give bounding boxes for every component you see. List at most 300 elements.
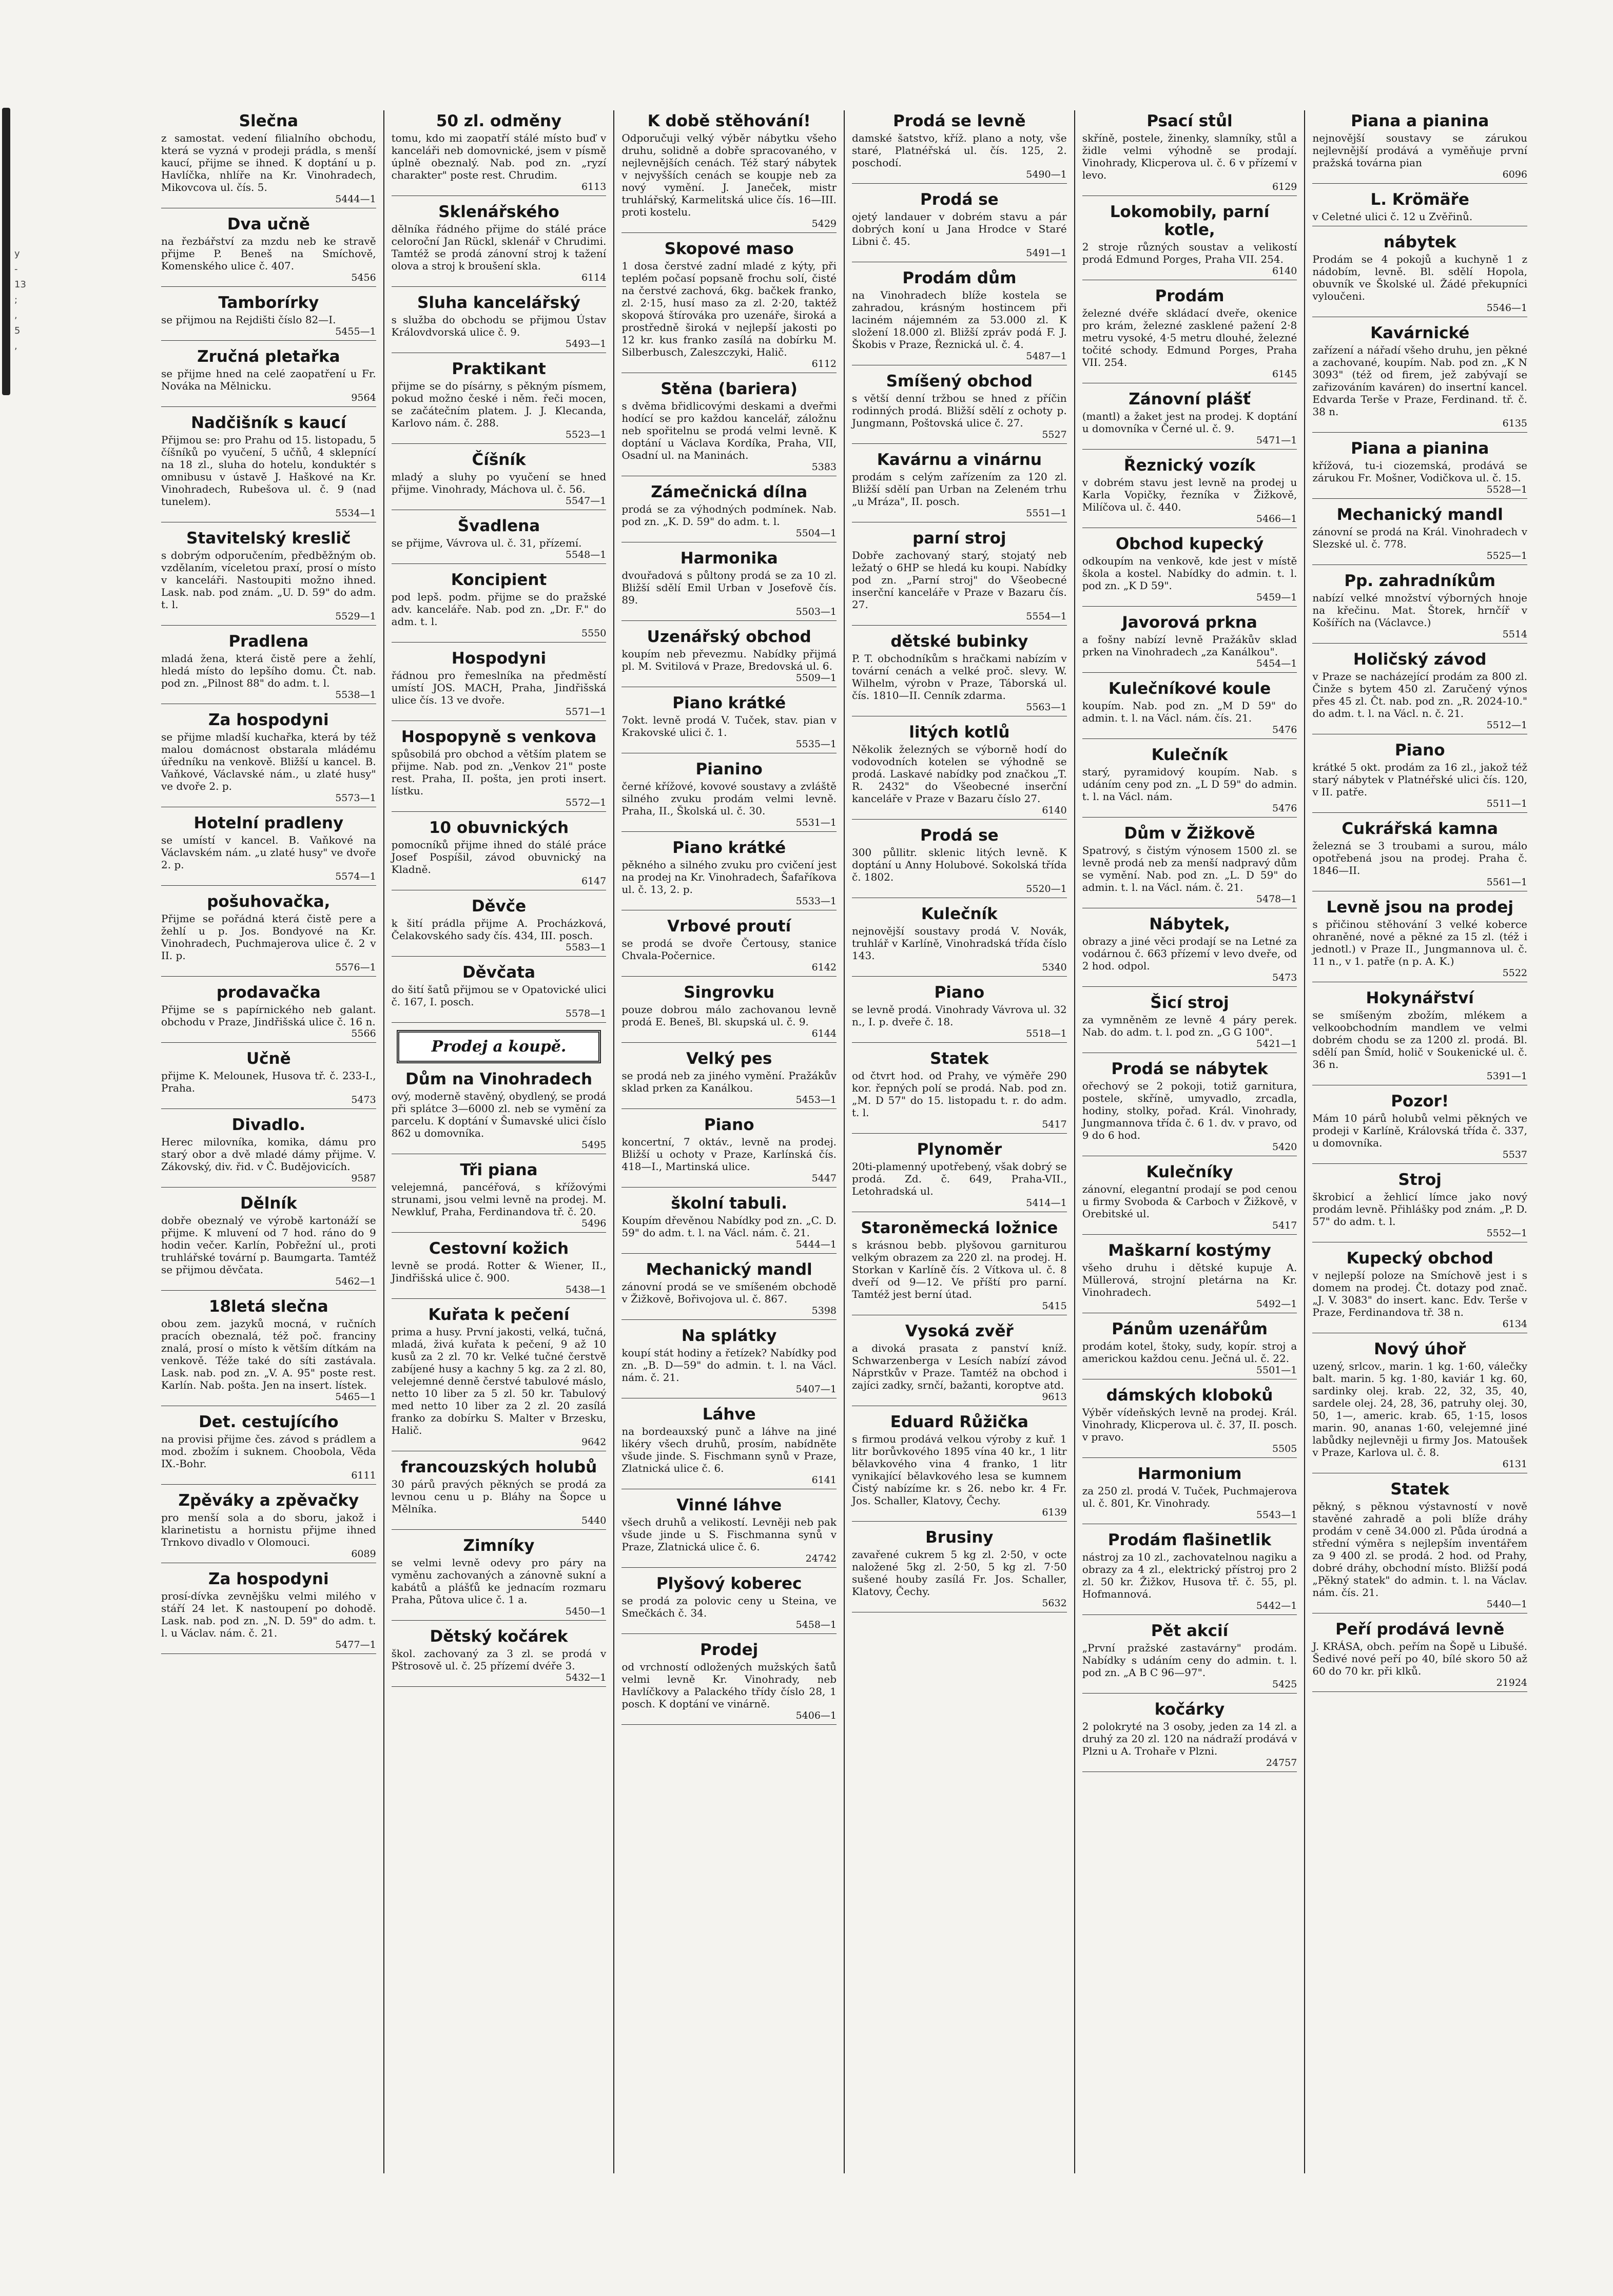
ad-heading: Piano krátké (672, 694, 786, 712)
ad-code: 6142 (811, 962, 837, 973)
ad-heading: Zánovní plášť (1129, 390, 1251, 408)
ad-code: 5415 (1042, 1300, 1067, 1312)
ad-code: 5383 (811, 461, 837, 473)
ad-text: koupím. Nab. pod zn. „M D 59" do admin. t. l. na Václ. nám. čís. 21. (1082, 699, 1297, 724)
ad-heading: Dětský kočárek (430, 1627, 568, 1646)
ad-code: 21924 (1496, 1677, 1528, 1688)
ad-text: nástroj za 10 zl., zachovatelnou nagiku a obrazy za 4 zl., elektrický přístroj pro 2 zl. 50 kr. Žižkov, Husova tř. č. 55, pl. Hofmannová. (1082, 1551, 1297, 1600)
ad-text: zánovní se prodá na Král. Vinohradech v Slezské ul. č. 778. (1312, 526, 1528, 550)
ad-text: pěkného a silného zvuku pro cvičení jest na prodej na Kr. Vinohradech, Šafaříkova ul. č. 13, 2. p. (621, 859, 837, 896)
ad-code: 5511—1 (1486, 798, 1528, 809)
ad-text: pouze dobrou málo zachovanou levně prodá E. Beneš, Bl. skupská ul. č. 9. (621, 1003, 837, 1028)
column-6 (1304, 110, 1534, 2173)
ad-heading: Sluha kancelářský (417, 294, 580, 312)
ad-code: 5447 (811, 1173, 837, 1184)
classified-ad (161, 1116, 376, 1188)
ad-heading: Koncipient (451, 571, 547, 589)
ad-heading: pošuhovačka, (207, 892, 331, 911)
ad-code: 5546—1 (1486, 302, 1528, 314)
classified-ad (1082, 1387, 1297, 1458)
ad-heading: Šicí stroj (1150, 994, 1229, 1012)
ad-code: 6134 (1502, 1318, 1528, 1330)
ad-heading: Plyšový koberec (656, 1574, 802, 1593)
classified-ad (621, 1116, 837, 1188)
ad-text: Prodám se 4 pokojů a kuchyně 1 z nádobím, levně. Bl. sdělí Hopola, obuvník ve Školské ul. Žádé překupníci vyloučeni. (1312, 253, 1528, 302)
ad-heading: Kuřata k pečení (428, 1306, 570, 1324)
ad-heading: Det. cestujícího (199, 1413, 339, 1431)
classified-ad (392, 571, 607, 643)
ad-code: 5501—1 (1256, 1365, 1297, 1376)
classified-ad (392, 1537, 607, 1621)
ad-text: do šití šatů přijmou se v Opatovické ulici č. 167, I. posch. (391, 983, 607, 1008)
ad-text: s firmou prodává velkou výroby z kuř. 1 litr borůvkového 1895 vína 40 kr., 1 litr bělavkového vina 4 franko, 1 litr vynikající bělavkového lesa se kumnem Čistý nabízíme kr. s 26. nebo kr. 4 Fr. Jos. Schaller, Klatovy, Čechy. (852, 1433, 1067, 1507)
ad-heading: Slečna (239, 112, 298, 130)
ad-heading: Nadčišník s kaucí (191, 414, 346, 432)
ad-text: J. KRÁSA, obch. peřím na Šopě u Libušé. Šedivé nové peří po 40, bílé skoro 50 až 60 do 70 kr. při klků. (1312, 1640, 1528, 1677)
ad-text: pěkný, s pěknou výstavností v nově stavěné zahradě a poli blíže dráhy prodám v ceně 34.000 zl. Půda úrodná a střední výměra s nejlepším inventářem za 9 400 zl. se prodá. 2 hod. od Prahy, dobré dráhy, obchodní místo. Bližší podá „Pěkný statek" do admin. t. l. na Václav. nám. čís. 21. (1312, 1500, 1528, 1599)
ad-text: a fošny nabízí levně Pražákův sklad prken na Vinohradech „za Kanálkou". (1082, 633, 1297, 658)
classified-ad (1312, 820, 1527, 891)
edge-marks: y - 13 ; , 5 , (14, 248, 26, 352)
ad-code: 6129 (1272, 181, 1297, 192)
classified-ad (852, 827, 1067, 898)
classified-ad (1312, 324, 1527, 433)
ad-heading: Maškarní kostýmy (1108, 1241, 1271, 1260)
ad-text: v Celetné ulici č. 12 u Zvěřinů. (1312, 210, 1473, 223)
ad-text: křížová, tu-i ciozemská, prodává se zárukou Fr. Mošner, Vodičkova ul. č. 15. (1312, 459, 1528, 484)
classified-ad (621, 694, 837, 753)
ad-code: 5476 (1272, 724, 1297, 735)
ad-heading: Prodá se (920, 826, 999, 845)
ad-text: prosí-dívka zevnějšku velmi milého v stáří 24 let. K nastoupení po dohodě. Lask. nab. pod zn. „N. D. 59" do adm. t. l. u Václav. nám. č. 21. (161, 1590, 376, 1639)
ad-heading: Dům v Žižkově (1124, 824, 1255, 843)
classified-ad (621, 483, 837, 542)
ad-code: 5632 (1042, 1598, 1067, 1609)
classified-ad (1082, 1531, 1297, 1615)
ad-heading: prodavačka (216, 983, 321, 1002)
ad-text: v Praze se nacházející prodám za 800 zl. Činže s bytem 450 zl. Zaručený výnos přes 45 zl. Čt. nab. pod zn. „R. 2024-10." do adm. t. l. na Václ. n. č. 21. (1312, 670, 1528, 719)
ad-text: velejemná, pancéřová, s křížovými strunami, jsou velmi levně na prodej. M. Newkluf, Praha, Ferdinandova tř. č. 20. (391, 1181, 607, 1218)
classified-ad (161, 1570, 376, 1654)
ad-code: 9564 (351, 392, 376, 403)
ad-heading: Hospopyně s venkova (401, 728, 597, 746)
classified-ad (161, 984, 376, 1043)
ad-heading: Prodám dům (902, 269, 1017, 287)
ad-heading: Dům na Vinohradech (405, 1070, 593, 1088)
classified-ad (1082, 614, 1297, 673)
classified-ad (392, 203, 607, 287)
ad-heading: Zpěváky a zpěvačky (178, 1491, 359, 1510)
classified-ad (1312, 1621, 1527, 1692)
ad-text: řádnou pro řemeslníka na předměstí umístí JOS. MACH, Praha, Jindřišská ulice čís. 13 ve dvoře. (391, 669, 607, 706)
classified-ad (621, 550, 837, 621)
classified-ad (852, 373, 1067, 444)
ad-heading: Kavárnické (1370, 324, 1470, 342)
ad-code: 5535—1 (795, 738, 837, 750)
ad-heading: Stěna (bariera) (660, 380, 798, 398)
classified-ad (161, 348, 376, 407)
ad-text: s větší denní tržbou se hned z příčin rodinných prodá. Bližší sdělí z ochoty p. Jungmann, Poštovská ulice č. 27. (852, 392, 1067, 429)
classified-ad (161, 414, 376, 522)
ad-text: damské šatstvo, kříž. plano a noty, vše staré, Platnéřská ul. čís. 125, 2. poschodí. (852, 132, 1067, 169)
ad-text: skříně, postele, žinenky, slamníky, stůl a židle velmi výhodně se prodají. Vinohrady, Klicperova ul. č. 6 v přízemí v levo. (1082, 132, 1297, 181)
ad-text: tomu, kdo mi zaopatří stálé místo buď v kanceláři neb domovnické, jsem v písmě úplně obeznalý. Nab. pod zn. „ryzí charakter" poste rest. Chrudim. (391, 132, 607, 181)
ad-text: se umístí v kancel. B. Vaňkové na Václavském nám. „u zlaté husy" ve dvoře 2. p. (161, 834, 376, 871)
ad-code: 6111 (351, 1470, 376, 1481)
classified-ad (392, 1458, 607, 1530)
ad-heading: Hotelní pradleny (193, 814, 344, 832)
classified-ad (1312, 742, 1527, 813)
ad-heading: Statek (1390, 1480, 1449, 1499)
classified-ad (852, 724, 1067, 820)
classified-ad (621, 1406, 837, 1489)
ad-text: se přijmou na Rejdišti číslo 82—I. (161, 314, 336, 326)
ad-heading: parní stroj (912, 529, 1006, 548)
classified-ad (161, 112, 376, 208)
ad-code: 5496 (581, 1218, 607, 1229)
ad-code: 5417 (1042, 1119, 1067, 1130)
ad-heading: Piano (704, 1116, 754, 1134)
classified-ad (1082, 1163, 1297, 1235)
ad-text: Odporučuji velký výběr nábytku všeho druhu, solidně a dobře spracovaného, v nejlevnějších cenách. Též starý nábytek v nejvyšších cenách se koupje neb za nový vymění. J. Janeček, mistr truhlářský, Karmelitská ulice čís. 16—III. proti kostelu. (621, 132, 837, 218)
ad-text: uzený, srlcov., marin. 1 kg. 1·60, válečky balt. marin. 5 kg. 1·80, kaviár 1 kg. 60, sardinky olej. krab. 22, 32, 35, 40, sardele olej. 24, 28, 36, patruhy olej. 30, 50, 1—, americ. krab. 65, 1·15, losos marin. 90, ananas 1·60, velejemné jiné labůdky nejlevněji u firmy Jos. Matoušek v Praze, Karlova ul. č. 8. (1312, 1360, 1528, 1458)
ad-text: v dobrém stavu jest levně na prodej u Karla Vopičky, řezníka v Žižkově, Milíčova ul. č. 440. (1082, 476, 1297, 513)
ad-heading: Uzenářský obchod (647, 628, 811, 646)
ad-code: 5340 (1042, 962, 1067, 973)
ad-heading: Dva učně (227, 215, 310, 234)
ad-text: se smíšeným zbožím, mlékem a velkoobchodním mandlem ve velmi dobrém chodu se za 1200 zl. prodá. Bl. sdělí pan Šmíd, holič v Soukenické ul. č. 36 n. (1312, 1009, 1528, 1071)
classified-ad (161, 814, 376, 886)
ad-code: 5552—1 (1486, 1228, 1528, 1239)
ad-text: s krásnou bebb. plyšovou garniturou velkým obrazem za 220 zl. na prodej. H. Storkan v Karlíně čís. 2 Vítkova ul. č. 8 dveří od 9—12. Ve příští pro parní. Tamtéž jest berní útad. (852, 1239, 1067, 1300)
classified-ad (621, 761, 837, 832)
classified-ad (392, 294, 607, 353)
ad-heading: Brusiny (925, 1528, 994, 1547)
ad-code: 5491—1 (1026, 247, 1067, 259)
classified-ad (621, 1641, 837, 1725)
classified-ad (392, 898, 607, 957)
classified-ad (161, 633, 376, 704)
ad-text: na bordeauxský punč a láhve na jiné likéry všech druhů, prosím, nabídněte všude jinde. S. Fischmann synů v Praze, Zlatnická ulice č. 6. (621, 1425, 837, 1474)
ad-text: zánovní prodá se ve smíšeném obchodě v Žižkově, Bořivojova ul. č. 867. (621, 1280, 837, 1305)
ad-code: 5414—1 (1026, 1197, 1067, 1209)
ad-heading: Pradlena (228, 632, 309, 651)
classified-ad (161, 294, 376, 341)
classified-ad (392, 451, 607, 510)
ad-text: nejnovější soustavy prodá V. Novák, truhlář v Karlíně, Vinohradská třída číslo 143. (852, 925, 1067, 962)
ad-heading: nábytek (1383, 233, 1456, 251)
ad-code: 5477—1 (335, 1639, 376, 1650)
classified-ad (621, 839, 837, 910)
ad-text: koupím neb převezmu. Nabídky přijmá pl. M. Svitilová v Praze, Bredovská ul. 6. (621, 648, 837, 672)
ad-heading: Hokynářství (1366, 989, 1474, 1007)
ad-code: 5547—1 (565, 495, 607, 507)
ad-heading: Tři piana (460, 1161, 538, 1179)
ad-code: 5525—1 (1486, 550, 1528, 561)
ad-heading: Harmonium (1137, 1465, 1242, 1483)
ad-code: 5471—1 (1256, 435, 1297, 446)
ad-code: 6140 (1272, 265, 1297, 277)
ad-heading: Pp. zahradníkům (1344, 572, 1495, 590)
ad-heading: K době stěhování! (647, 112, 811, 130)
ad-heading: Pozor! (1391, 1092, 1449, 1111)
ad-heading: Děvče (471, 897, 527, 916)
ad-code: 5504—1 (795, 528, 837, 539)
ad-heading: Pět akcií (1151, 1622, 1229, 1640)
classified-ad (392, 819, 607, 890)
classified-ad (1082, 1622, 1297, 1694)
ad-text: pomocníků přijme ihned do stálé práce Josef Pospíšil, závod obuvnický na Kladně. (391, 839, 607, 875)
classified-ad (161, 893, 376, 977)
classified-ad (392, 964, 607, 1023)
classified-ad (1082, 746, 1297, 818)
ad-heading: Piano (934, 983, 985, 1002)
ad-heading: Kavárnu a vinárnu (877, 451, 1042, 469)
ad-text: koupí stát hodiny a řetízek? Nabídky pod zn. „B. D—59" do admin. t. l. na Václ. nám. č. 21. (621, 1347, 837, 1384)
classified-ad (161, 530, 376, 626)
ad-heading: Na splátky (681, 1327, 777, 1345)
classified-ad (1082, 535, 1297, 607)
ad-code: 5534—1 (335, 508, 376, 519)
ad-code: 5531—1 (795, 817, 837, 828)
column-3 (613, 110, 844, 2173)
ad-text: obou zem. jazyků mocná, v ručních pracích obeznalá, též poč. franciny znalá, prosí o místo k větším dítkám na venkově. Téže také do síti zastávala. Lask. nab. pod zn. „V. A. 95" poste rest. Karlín. Nab. pošta. Jen na insert. lístek. (161, 1317, 376, 1391)
ad-code: 5561—1 (1486, 877, 1528, 888)
ad-code: 5442—1 (1256, 1600, 1297, 1611)
ad-text: prodá se za výhodných podmínek. Nab. pod zn. „K. D. 59" do adm. t. l. (621, 503, 837, 528)
ad-text: zánovní, elegantní prodají se pod cenou u firmy Svoboda & Carboch v Žižkově, v Orebitské ul. (1082, 1183, 1297, 1220)
ad-code: 5503—1 (795, 606, 837, 617)
ad-text: Přijme se s papírnického neb galant. obchodu v Praze, Jindřišská ulice č. 16 n. (161, 1003, 376, 1028)
ad-text: Herec milovníka, komika, dámu pro starý obor a dvě mladé dámy přijme. V. Zákovský, div. řid. v Č. Budějovicích. (161, 1136, 376, 1173)
classified-ad (1312, 440, 1527, 499)
ad-code: 5533—1 (795, 896, 837, 907)
ad-text: mladá žena, která čistě pere a žehlí, hledá místo do lepšího domu. Čt. nab. pod zn. „Pilnost 88" do adm. t. l. (161, 652, 376, 689)
ad-text: spůsobilá pro obchod a větším platem se přijme. Nab. pod zn. „Venkov 21" poste rest. Praha, II. pošta, jen proti insert. lístku. (391, 748, 607, 797)
ad-heading: Kulečník (1151, 746, 1228, 764)
ad-heading: dámských kloboků (1106, 1386, 1273, 1405)
ad-heading: Piano krátké (672, 839, 786, 857)
ad-text: přijme se do písárny, s pěkným písmem, pokud možno české i něm. řeči mocen, se začátečním platem. J. J. Klecanda, Karlovo nám. č. 288. (391, 380, 607, 429)
classified-ad (852, 1219, 1067, 1315)
ad-code: 6140 (1042, 805, 1067, 816)
column-1 (154, 110, 383, 2173)
ad-heading: Piana a pianina (1351, 439, 1489, 458)
ad-heading: Dělník (240, 1194, 297, 1213)
classified-ad (392, 650, 607, 721)
ad-heading: kočárky (1154, 1700, 1225, 1719)
classified-ad (1082, 1060, 1297, 1156)
ad-code: 5527 (1042, 429, 1067, 440)
classified-ad (1312, 506, 1527, 565)
section-banner: Prodej a koupě. (397, 1030, 601, 1063)
ad-code: 5473 (1272, 972, 1297, 983)
ad-code: 5421—1 (1256, 1038, 1297, 1049)
ad-text: zavařené cukrem 5 kg zl. 2·50, v octe naložené 5kg zl. 2·50, 5 kg zl. 7·50 sušené houby zasílá Fr. Jos. Schaller, Klatovy, Čechy. (852, 1548, 1067, 1598)
ad-heading: francouzských holubů (400, 1458, 597, 1476)
ad-text: nejnovější soustavy se zárukou nejlevnější prodává a vyměňuje první pražská továrna pian (1312, 132, 1528, 169)
ad-code: 5458—1 (795, 1619, 837, 1630)
ad-text: na Vinohradech blíže kostela se zahradou, krásným hostincem při laciném nájemném za 53.000 zl. K složení 18.000 zl. Bližší zpráv podá F. J. Škobis v Praze, Řeznická ul. č. 4. (852, 289, 1067, 351)
classified-ad (852, 633, 1067, 716)
ad-code: 5563—1 (1026, 702, 1067, 713)
classified-ad (1312, 1481, 1527, 1613)
classified-ad (392, 112, 607, 196)
ad-heading: Číšník (472, 451, 526, 469)
classified-ad (161, 1050, 376, 1109)
ad-code: 5438—1 (565, 1284, 607, 1295)
classified-ad (852, 112, 1067, 184)
ad-text: ový, moderně stavěný, obydlený, se prodá při splátce 3—6000 zl. neb se vymění za parcelu. K doptání v Šumavské ulici číslo 862 u domovníka. (391, 1090, 607, 1139)
ad-heading: Učně (246, 1049, 291, 1068)
ad-code: 5578—1 (565, 1008, 607, 1019)
ad-heading: Harmonika (680, 549, 778, 568)
classified-ad (852, 451, 1067, 522)
ad-text: prodám s celým zařízením za 120 zl. Bližší sdělí pan Urban na Zeleném trhu „u Mráza", II. posch. (852, 471, 1067, 508)
column-2 (383, 110, 614, 2173)
ad-text: se přijme, Vávrova ul. č. 31, přízemí. (391, 537, 582, 549)
classified-ad (392, 1161, 607, 1233)
classified-ad (1082, 680, 1297, 739)
classified-ad (621, 1261, 837, 1320)
ad-code: 6147 (581, 875, 607, 887)
classified-ad (852, 191, 1067, 262)
ad-heading: Piana a pianina (1351, 112, 1489, 130)
ad-text: (mantl) a žaket jest na prodej. K doptání u domovníka v Černé ul. č. 9. (1082, 410, 1297, 435)
ad-code: 5538—1 (335, 689, 376, 701)
ad-code: 24757 (1266, 1757, 1297, 1768)
ad-heading: Javorová prkna (1122, 613, 1257, 632)
classified-ad (1082, 112, 1297, 196)
ad-text: ořechový se 2 pokoji, totiž garnitura, postele, skříně, umyvadlo, zrcadla, hodiny, stolky, pořad. Král. Vinohrady, Jungmannova třída č. 6 1. dv. v pravo, od 9 do 6 hod. (1082, 1080, 1297, 1141)
ad-heading: Kulečníkové koule (1108, 679, 1271, 698)
ad-text: za 250 zl. prodá V. Tuček, Puchmajerova ul. č. 801, Kr. Vinohrady. (1082, 1485, 1297, 1509)
ad-code: 5440—1 (1486, 1599, 1528, 1610)
ad-text: se prodá se dvoře Čertousy, stanice Chvala-Počernice. (621, 937, 837, 962)
ad-heading: Velký pes (686, 1049, 772, 1068)
ad-heading: Smíšený obchod (886, 372, 1033, 391)
ad-code: 5478—1 (1256, 893, 1297, 905)
ad-code: 6131 (1502, 1458, 1528, 1470)
ad-code: 5548—1 (565, 549, 607, 560)
ad-heading: Skopové maso (664, 240, 794, 258)
classified-ad (161, 1298, 376, 1406)
classified-ad (1082, 203, 1297, 280)
ad-heading: Vysoká zvěř (905, 1322, 1014, 1340)
ad-code: 5520—1 (1026, 883, 1067, 894)
ad-code: 6144 (811, 1028, 837, 1039)
ad-text: Mám 10 párů holubů velmi pěkných ve prodeji v Karlíně, Královská třída č. 337, u domovníka. (1312, 1112, 1528, 1149)
ad-code: 5476 (1272, 803, 1297, 814)
ad-heading: Cestovní kožich (429, 1239, 569, 1258)
ad-text: se přijme hned na celé zaopatření u Fr. Nováka na Mělnicku. (161, 367, 376, 392)
classified-ad (852, 1141, 1067, 1212)
ad-text: všech druhů a velikostí. Levněji neb pak všude jinde u S. Fischmanna synů v Praze, Zlatnická ulice č. 6. (621, 1516, 837, 1553)
classified-ad (852, 1050, 1067, 1134)
ad-heading: litých kotlů (909, 723, 1010, 742)
ad-code: 5514 (1502, 629, 1528, 640)
classified-ad (1082, 825, 1297, 908)
ad-code: 5493—1 (565, 338, 607, 349)
classified-ad (1082, 916, 1297, 987)
ad-text: Několik železných se výborně hodí do vodovodních kotelen se výhodně se prodá. Laskavé nabídky pod značkou „T. R. 2432" do Všeobecné inserční kanceláře v Praze v Bazaru číslo 27. (852, 743, 1067, 805)
ad-text: krátké 5 okt. prodám za 16 zl., jakož též starý nábytek v Platnéřské ulici čís. 120, v II. patře. (1312, 761, 1528, 798)
classified-ad (392, 728, 607, 812)
ad-text: k šití prádla přijme A. Procházková, Čelakovského sady čís. 434, III. posch. (391, 917, 607, 942)
ad-code: 5550 (581, 628, 607, 639)
classified-ad (392, 517, 607, 564)
ad-heading: Pánům uzenářům (1112, 1320, 1268, 1338)
classified-ad (621, 1327, 837, 1398)
classified-ad (621, 380, 837, 476)
ad-text: prodám kotel, štoky, sudy, kopír. stroj a americkou každou cenu. Ječná ul. č. 22. (1082, 1340, 1297, 1365)
ad-heading: Obchod kupecký (1115, 535, 1264, 553)
ad-code: 5554—1 (1026, 611, 1067, 622)
ad-text: zařízení a nářadí všeho druhu, jen pěkné a zachované, koupím. Nab. pod zn. „K N 3093" (též od firem, jež zabývají se zařizováním kaváren) do insertní kancel. Edvarda Terše v Praze, Ferdinand. tř. č. 38 n. (1312, 344, 1528, 418)
ad-heading: Za hospodyni (208, 711, 329, 729)
ad-text: se přijme mladší kuchařka, která by též malou domácnost obstarala mládému úředníku na venkově. Bližší u kancel. B. Vaňkové, Václavské nám., u zlaté husy" ve dvoře 2. p. (161, 731, 376, 792)
ad-text: Koupím dřevěnou Nabídky pod zn. „C. D. 59" do adm. t. l. na Václ. nám. č. 21. (621, 1214, 837, 1239)
ad-heading: Děvčata (462, 963, 535, 982)
ad-heading: Statek (930, 1049, 989, 1068)
ad-code: 24742 (805, 1553, 837, 1564)
classified-ad (621, 1575, 837, 1634)
ad-text: mladý a sluhy po vyučení se hned přijme. Vinohrady, Máchova ul. č. 56. (391, 471, 607, 495)
ad-heading: dětské bubinky (890, 632, 1028, 651)
ad-text: Přijmou se: pro Prahu od 15. listopadu, 5 číšníků po vyučení, 5 učňů, 4 sklepnící na 18 zl., sluha do hotelu, konduktér s omnibusu v ústavě J. Haškové na Kr. Vinohradech, Rubešova ul. č. 9 (nad tunelem). (161, 434, 376, 508)
ad-heading: Tamborírky (218, 294, 319, 312)
ad-heading: Levně jsou na prodej (1326, 898, 1513, 917)
ad-text: s dobrým odporučením, předběžným ob. vzdělaním, víceletou praxí, prosí o místo v kanceláři. Nastoupiti možno ihned. Lask. nab. pod znám. „U. D. 59" do adm. t. l. (161, 549, 376, 611)
classified-ad (392, 1240, 607, 1299)
ad-text: P. T. obchodníkům s hračkami nabízím v tovární cenách a velké proč. slevy. W. Wilhelm, výrobn v Praze, Táborská ul. čís. 1810—II. Cenník zdarma. (852, 652, 1067, 702)
classified-ad (621, 240, 837, 373)
classified-ad (392, 1628, 607, 1687)
ad-code: 5574—1 (335, 871, 376, 882)
ad-text: s služba do obchodu se přijmou Ústav Královdvorská ulice č. 9. (391, 314, 607, 338)
ad-text: černé křížové, kovové soustavy a zvláště silného zvuku prodám velmi levně. Praha, II., Školská ul. č. 30. (621, 780, 837, 817)
ad-text: se prodá za polovic ceny u Steina, ve Smečkách č. 34. (621, 1594, 837, 1619)
classified-ad (1312, 191, 1527, 226)
ad-code: 5432—1 (565, 1672, 607, 1683)
ad-text: všeho druhu i dětské kupuje A. Müllerová, strojní pletárna na Kr. Vinohradech. (1082, 1261, 1297, 1298)
ad-code: 6139 (1042, 1507, 1067, 1518)
ad-heading: Nábytek, (1149, 915, 1230, 933)
classified-ad (161, 711, 376, 807)
ad-heading: Láhve (702, 1405, 756, 1424)
ad-code: 5490—1 (1026, 169, 1067, 180)
ad-text: 30 párů pravých pěkných se prodá za levnou cenu u p. Bláhy na Šopce u Mělníka. (391, 1478, 607, 1515)
classified-ad (1312, 1171, 1527, 1242)
ad-heading: Prodám (1155, 287, 1225, 305)
ad-heading: Mechanický mandl (1336, 505, 1503, 524)
ad-text: Výběr vídeňských levně na prodej. Král. Vinohrady, Klicperova ul. č. 37, II. posch. v pravo. (1082, 1406, 1297, 1443)
classified-ad (621, 1195, 837, 1254)
ad-code: 6135 (1502, 418, 1528, 429)
classified-ad (1312, 1340, 1527, 1473)
ad-text: v nejlepší poloze na Smíchově jest i s domem na prodej. Čt. dotazy pod znač. „J. V. 3083" do insert. kanc. Edv. Terše v Praze, Ferdinandova tř. 38 n. (1312, 1269, 1528, 1318)
ad-text: starý, pyramidový koupím. Nab. s udáním ceny pod zn. „L D 59" do admin. t. l. na Václ. nám. (1082, 766, 1297, 803)
ad-text: se prodá neb za jiného vymění. Pražákův sklad prken za Kanálkou. (621, 1069, 837, 1094)
ad-heading: Hospodyni (451, 649, 547, 668)
ad-code: 5522 (1502, 967, 1528, 979)
classified-ad (1312, 1250, 1527, 1333)
ad-heading: Pianino (695, 760, 763, 779)
ad-heading: Zimníky (463, 1536, 535, 1555)
ad-code: 5444—1 (335, 193, 376, 205)
ad-text: se velmi levně odevy pro páry na vyměnu zachovaných a zánovně sukní a kabátů a plášťů ke jednacím rozmaru Praha, Půtova ulice č. 1 a. (391, 1556, 607, 1606)
ad-text: s přičinou stěhování 3 velké koberce ohraněné, nové a pěkné za 15 zl. (též i jednotl.) v Praze II., Jungmannova ul. č. 11 n., v 1. patře (n p. A. K.) (1312, 918, 1528, 967)
